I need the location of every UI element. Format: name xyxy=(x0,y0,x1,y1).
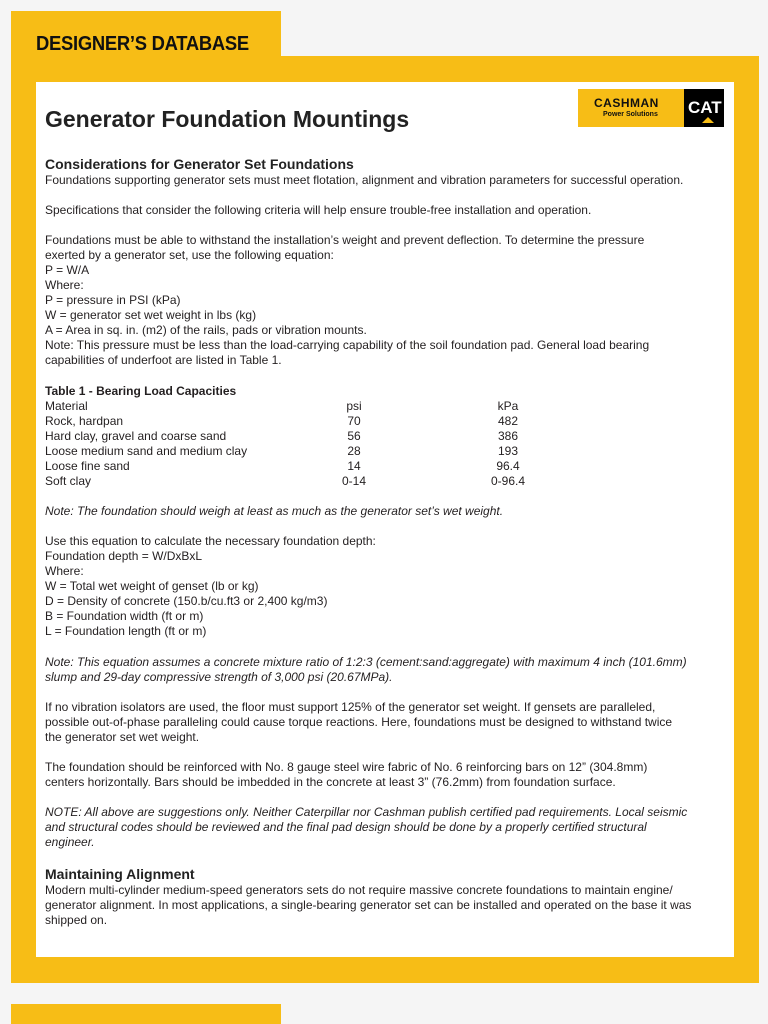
logo-main-text: CASHMAN xyxy=(594,96,659,110)
text-line: Where: xyxy=(45,278,84,292)
table-cell: Loose fine sand xyxy=(45,459,130,473)
table-cell: Soft clay xyxy=(45,474,92,488)
table-header-cell: kPa xyxy=(497,399,519,413)
table-cell: 70 xyxy=(347,414,361,428)
text-line: generator alignment. In most applications, a single-bearing generator set can be installed and operated on the base it was xyxy=(45,898,692,912)
table-cell: 14 xyxy=(347,459,361,473)
table-header-row xyxy=(45,399,565,414)
text-line: If no vibration isolators are used, the floor must support 125% of the generator set weight. If gensets are paralleled, xyxy=(45,700,656,714)
text-line: W = Total wet weight of genset (lb or kg) xyxy=(45,579,259,593)
table-row xyxy=(45,474,565,489)
text-line: shipped on. xyxy=(45,913,108,927)
text-line: Foundation depth = W/DxBxL xyxy=(45,549,203,563)
note-wet-weight: Note: The foundation should weigh at least as much as the generator set’s wet weight. xyxy=(45,504,504,518)
table-cell: Loose medium sand and medium clay xyxy=(45,444,248,458)
table-title: Table 1 - Bearing Load Capacities xyxy=(45,384,237,398)
text-line: capabilities of underfoot are listed in Table 1. xyxy=(45,353,282,367)
text-line: A = Area in sq. in. (m2) of the rails, pads or vibration mounts. xyxy=(45,323,367,337)
text-line: W = generator set wet weight in lbs (kg) xyxy=(45,308,257,322)
paragraph: Foundations supporting generator sets must meet flotation, alignment and vibration parameters for successful operation. xyxy=(45,173,684,187)
text-line: the generator set wet weight. xyxy=(45,730,200,744)
table-cell: Rock, hardpan xyxy=(45,414,124,428)
text-line: Modern multi-cylinder medium-speed generators sets do not require massive concrete foundations to maintain engine/ xyxy=(45,883,673,897)
text-line: D = Density of concrete (150.b/cu.ft3 or 2,400 kg/m3) xyxy=(45,594,328,608)
cat-logo-text: CAT xyxy=(688,98,722,117)
table-header-cell: Material xyxy=(45,399,88,413)
text-line: P = W/A xyxy=(45,263,90,277)
database-title: DESIGNER’S DATABASE xyxy=(36,33,249,55)
table-cell: 386 xyxy=(497,429,519,443)
table-cell: 0-14 xyxy=(341,474,367,488)
text-line: Where: xyxy=(45,564,84,578)
table-cell: 482 xyxy=(497,414,519,428)
section-heading-alignment: Maintaining Alignment xyxy=(45,866,195,882)
table-row xyxy=(45,414,565,429)
paragraph: Specifications that consider the following criteria will help ensure trouble-free installation and operation. xyxy=(45,203,592,217)
cashman-logo xyxy=(578,89,684,127)
text-line: exerted by a generator set, use the following equation: xyxy=(45,248,334,262)
cashman-cat-logo xyxy=(578,89,724,127)
footer-tab xyxy=(11,1004,281,1024)
section-heading-foundations: Considerations for Generator Set Foundations xyxy=(45,156,354,172)
table-row xyxy=(45,429,565,444)
table-row xyxy=(45,444,565,459)
text-line: Note: This pressure must be less than the load-carrying capability of the soil foundation pad. General load bearing xyxy=(45,338,650,352)
table-cell: 193 xyxy=(497,444,519,458)
note-line: slump and 29-day compressive strength of 3,000 psi (20.67MPa). xyxy=(45,670,393,684)
table-cell: 28 xyxy=(347,444,361,458)
cat-triangle-icon xyxy=(702,117,714,123)
note-line: engineer. xyxy=(45,835,95,849)
note-line: Note: This equation assumes a concrete mixture ratio of 1:2:3 (cement:sand:aggregate) with maximum 4 inch (101.6mm) xyxy=(45,655,687,669)
table-cell: 0-96.4 xyxy=(490,474,526,488)
table-row xyxy=(45,459,565,474)
page-title: Generator Foundation Mountings xyxy=(45,106,410,132)
table-header-cell: psi xyxy=(346,399,362,413)
cat-logo xyxy=(684,89,724,127)
note-line: NOTE: All above are suggestions only. Neither Caterpillar nor Cashman publish certified pad requirements. Local seismic xyxy=(45,805,688,819)
logo-sub-text: Power Solutions xyxy=(603,111,658,118)
text-line: B = Foundation width (ft or m) xyxy=(45,609,204,623)
table-cell: 56 xyxy=(347,429,361,443)
text-line: L = Foundation length (ft or m) xyxy=(45,624,207,638)
note-line: and structural codes should be reviewed and the final pad design should be done by a properly certified structural xyxy=(45,820,647,834)
text-line: possible out-of-phase paralleling could cause torque reactions. Here, foundations must be designed to withstand twice xyxy=(45,715,673,729)
text-line: Foundations must be able to withstand the installation’s weight and prevent deflection. To determine the pressure xyxy=(45,233,645,247)
table-cell: Hard clay, gravel and coarse sand xyxy=(45,429,227,443)
text-line: The foundation should be reinforced with No. 8 gauge steel wire fabric of No. 6 reinforcing bars on 12” (304.8mm) xyxy=(45,760,648,774)
text-line: P = pressure in PSI (kPa) xyxy=(45,293,181,307)
text-line: centers horizontally. Bars should be imbedded in the concrete at least 3” (76.2mm) from foundation surface. xyxy=(45,775,616,789)
table-cell: 96.4 xyxy=(496,459,520,473)
text-line: Use this equation to calculate the necessary foundation depth: xyxy=(45,534,376,548)
